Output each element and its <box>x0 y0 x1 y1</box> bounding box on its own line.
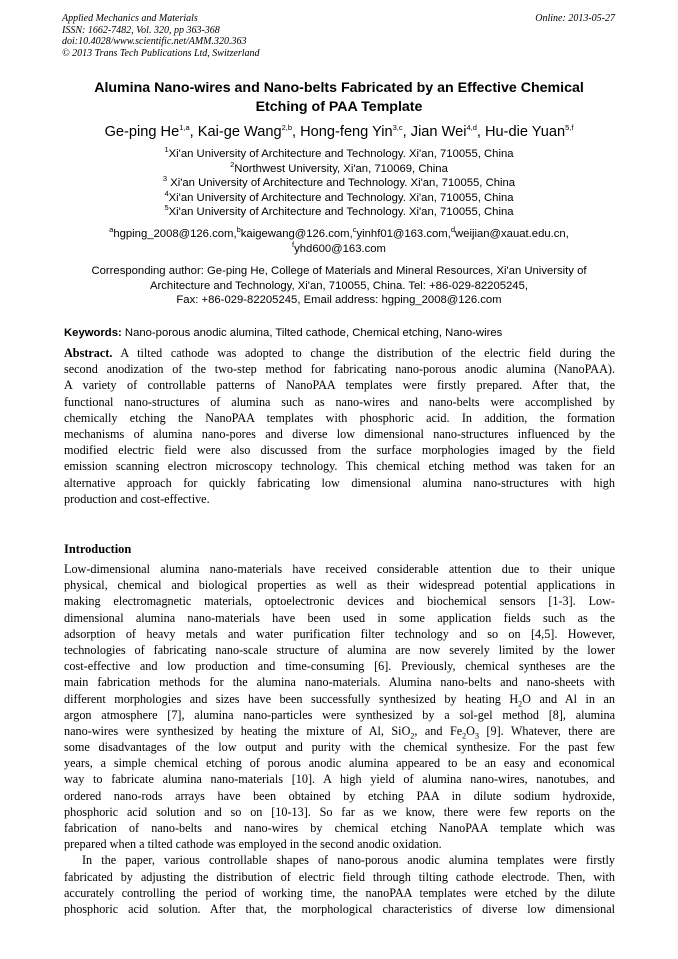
body-text: O and Al in an <box>522 691 615 706</box>
author-name: Jian Wei <box>410 124 467 140</box>
email-address[interactable]: yinhf01@163.com, <box>356 228 451 240</box>
journal-copyright: © 2013 Trans Tech Publications Ltd, Switzerland <box>62 47 260 59</box>
abstract-line: modified electric field were also discussed from the surface morphologies imaged by the field <box>64 443 615 458</box>
affiliation-sup: 3 <box>162 174 168 184</box>
email-sup: f <box>292 239 295 249</box>
body-line: physical, chemical and biological properties as well as their widespread potential applications in <box>64 578 615 593</box>
author-sup: 2,b <box>281 123 293 133</box>
body-line: argon atmosphere [7], alumina nano-particles were synthesized by a sol-gel method [8], alumina <box>64 707 615 722</box>
subscript: 2 <box>518 698 523 707</box>
body-text: O <box>466 723 475 738</box>
body-text: , and Fe <box>414 723 463 738</box>
title-line: Etching of PAA Template <box>255 99 423 115</box>
affiliation <box>40 205 638 220</box>
journal-header <box>62 13 260 59</box>
email-list <box>50 227 628 256</box>
email-line <box>50 227 628 242</box>
author-name: Ge-ping He <box>104 124 180 140</box>
author-sup: 5,f <box>565 123 574 133</box>
subscript: 3 <box>474 731 479 740</box>
journal-doi: doi:10.4028/www.scientific.net/AMM.320.363 <box>62 36 247 47</box>
subscript: 2 <box>410 731 415 740</box>
corresponding-author <box>50 264 628 308</box>
email-line <box>50 239 628 257</box>
body-text: nano-wires were synthesized by heating the mixture of Al, SiO <box>64 723 411 738</box>
abstract-line: second anodization of the two-step method for fabricating nano-porous anodic alumina (NanoPAA). <box>64 362 615 377</box>
affiliation <box>40 147 638 162</box>
body-line: phosphoric acid solution. After that, the morphological characteristics of diverse low dimensional <box>64 901 615 916</box>
body-line: adsorption of heavy metals and water purification filter technology and so on [4,5]. However, <box>64 626 615 641</box>
abstract-text: A tilted cathode was adopted to change the distribution of the electric field during the <box>112 346 615 360</box>
body-line: some disadvantages of the low output and purity with the chemical synthesize. For the past few <box>64 740 615 755</box>
author-list: Ge-ping He$^{1,a}$, Kai-ge Wang$^{2,b}$, Hong-feng Yin$^{3,c}$, Jian Wei$^{4,d}$, Hu-die Yuan$^{5,f}$ <box>104 123 574 140</box>
abstract-line: functional nano-structures of alumina such as nano-wires and nano-belts were accomplished by <box>64 394 615 409</box>
affiliation-list <box>40 147 638 220</box>
author-name: Hu-die Yuan <box>485 124 566 140</box>
author-sup: 4,d <box>466 123 477 133</box>
body-text: different morphologies and sizes have been successfully synthesized by heating H <box>64 691 519 706</box>
keywords-text: Nano-porous anodic alumina, Tilted cathode, Chemical etching, Nano-wires <box>121 327 503 339</box>
title-line: Alumina Nano-wires and Nano-belts Fabricated by an Effective Chemical <box>94 80 584 96</box>
body-line: way to fabricate alumina nano-materials [10]. A high yield of alumina nano-wires, nanotubes, and <box>64 772 615 787</box>
email-sup: a <box>109 225 114 235</box>
affiliation-sup: 4 <box>164 188 169 198</box>
introduction-body <box>64 561 615 917</box>
affiliation-text: Xi'an University of Architecture and Technology. Xi'an, 710055, China <box>168 191 514 204</box>
corresponding-line: Fax: +86-029-82205245, Email address: hgping_2008@126.com <box>176 294 502 306</box>
affiliation-text: Northwest University, Xi'an, 710069, China <box>234 162 448 175</box>
body-line: fabricated by adjusting the distribution of electric field through tilting cathode electrode. Then, with <box>64 869 615 884</box>
section-heading-introduction: Introduction <box>64 542 132 556</box>
abstract-line: chemically etching the NanoPAA templates with phosphoric acid. In addition, the formation <box>64 410 615 425</box>
abstract-label: Abstract. <box>64 346 113 360</box>
body-line: dimensional alumina nano-materials have been used in some application fields such as the <box>64 610 615 625</box>
abstract <box>64 345 615 507</box>
body-line <box>64 691 615 707</box>
journal-issn: ISSN: 1662-7482, Vol. 320, pp 363-368 <box>62 24 220 36</box>
affiliation <box>40 159 638 177</box>
affiliation-sup: 5 <box>164 203 169 213</box>
body-line <box>64 723 615 739</box>
author-name: Kai-ge Wang <box>197 124 282 140</box>
affiliation <box>40 188 638 206</box>
email-address[interactable]: yhd600@163.com <box>294 242 386 255</box>
body-line: making electromagnetic materials, optoelectronic devices and biochemical sensors [1-3]. Low- <box>64 594 615 609</box>
body-line: ordered nano-rods arrays have been obtained by etching PAA in dilute sodium hydroxide, <box>64 788 615 803</box>
keywords-label: Keywords: <box>64 327 122 339</box>
email-sup: c <box>352 225 357 235</box>
body-line: cost-effective and low production and time-consuming [6]. Previously, chemical syntheses are the <box>64 659 615 674</box>
body-line: Low-dimensional alumina nano-materials have received considerable attention due to their unique <box>64 562 615 576</box>
affiliation-text: Xi'an University of Architecture and Technology. Xi'an, 710055, China <box>167 177 516 189</box>
paper-title <box>56 79 622 117</box>
corresponding-line: Corresponding author: Ge-ping He, College of Materials and Mineral Resources, Xi'an University of <box>91 265 587 277</box>
body-line: technologies of fabricating nano-scale structure of alumina are now severely limited by the lower <box>64 642 615 657</box>
author-sup: 1,a <box>179 123 190 133</box>
author-sup: 3,c <box>392 123 403 133</box>
author-name: Hong-feng Yin <box>300 124 393 140</box>
body-line: years, a simple chemical etching of porous anodic alumina appeared to be an easy and economical <box>64 756 615 771</box>
online-date: Online: 2013-05-27 <box>535 13 615 24</box>
affiliation-sup: 1 <box>164 145 169 155</box>
email-sup: d <box>450 225 456 235</box>
journal-name: Applied Mechanics and Materials <box>62 13 198 24</box>
body-line: phosphoric acid solution and so on [10-13]. So far as we know, there were few reports on the <box>64 804 615 819</box>
keywords <box>64 326 616 340</box>
email-address[interactable]: kaigewang@126.com, <box>240 228 353 240</box>
abstract-line: alternative approach for quickly fabricating low dimensional alumina nano-structures with high <box>64 475 615 490</box>
affiliation-sup: 2 <box>230 159 235 169</box>
body-line: fabrication of nano-belts and nano-wires by chemical etching NanoPAA template which was <box>64 821 615 835</box>
email-sup: b <box>236 225 241 235</box>
abstract-line: mechanisms of alumina nano-pores and diverse low dimensional nano-structures influenced by the <box>64 426 615 441</box>
affiliation-text: Xi'an University of Architecture and Technology. Xi'an, 710055, China <box>168 206 514 218</box>
affiliation <box>40 176 638 191</box>
body-line: In the paper, various controllable shapes of nano-porous anodic alumina templates were firstly <box>82 853 615 868</box>
email-address[interactable]: hgping_2008@126.com, <box>113 228 237 240</box>
affiliation-text: Xi'an University of Architecture and Technology. Xi'an, 710055, China <box>168 148 514 160</box>
abstract-line <box>64 345 615 361</box>
abstract-line: production and cost-effective. <box>64 491 210 506</box>
subscript: 2 <box>462 731 467 740</box>
abstract-line: emission scanning electron microscopy technology. This chemical etching method was taken for an <box>64 459 615 474</box>
body-line: prepared when a tilted cathode was employed in the second anodic oxidation. <box>64 837 442 852</box>
body-text: [9]. Whatever, there are <box>478 723 615 738</box>
email-address[interactable]: weijian@xauat.edu.cn, <box>455 228 569 240</box>
body-line: main fabrication methods for the alumina nano-materials. Alumina nano-belts and nano-sheets with <box>64 675 615 690</box>
abstract-line: A variety of controllable patterns of NanoPAA templates were firstly prepared. After that, the <box>64 378 615 393</box>
corresponding-line: Architecture and Technology, Xi'an, 710055, China. Tel: +86-029-82205245, <box>149 279 529 292</box>
body-line: accurately controlling the period of working time, the nanoPAA templates were etched by the dilute <box>64 885 615 900</box>
